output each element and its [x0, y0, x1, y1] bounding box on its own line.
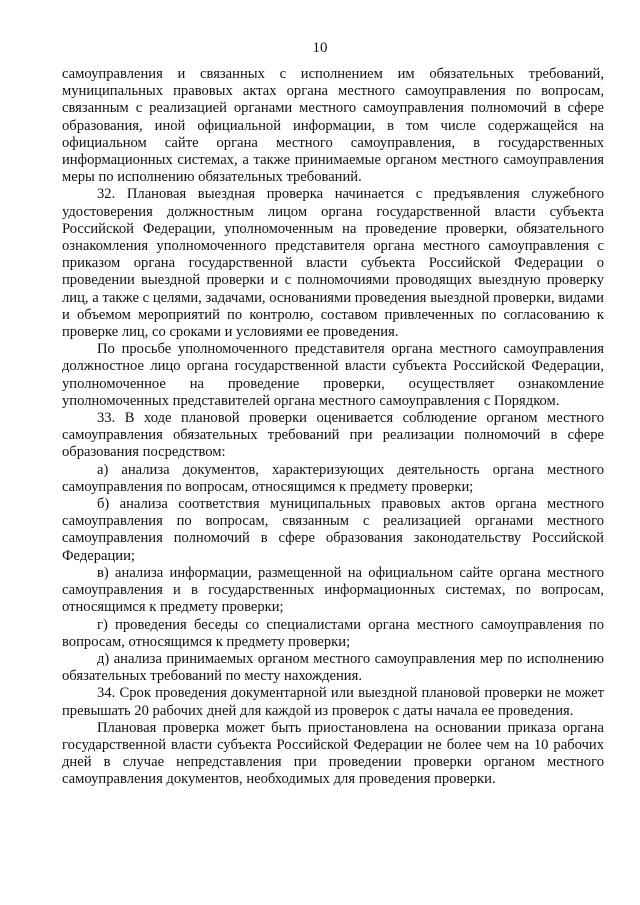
paragraph-34: 34. Срок проведения документарной или выездной плановой проверки не может превышать 20 рабочих дней для каждой из проверок с даты начала ее проведения. [62, 685, 604, 719]
list-item-a: а) анализа документов, характеризующих деятельность органа местного самоуправления по вопросам, относящимся к предмету проверки; [62, 461, 604, 495]
paragraph-continuation: самоуправления и связанных с исполнением им обязательных требований, муниципальных правовых актах органа местного самоуправления по вопросам, связанным с реализацией органами местного самоуправления полномочий в сфере образования, иной официальной информации, в том числе содержащейся на официальном сайте органа местного самоуправления, в государственных информационных системах, а также принимаемые органом местного самоуправления меры по исполнению обязательных требований. [62, 66, 604, 186]
list-item-v: в) анализа информации, размещенной на официальном сайте органа местного самоуправления и в государственных информационных системах, по вопросам, относящимся к предмету проверки; [62, 564, 604, 616]
paragraph-suspension: Плановая проверка может быть приостановлена на основании приказа органа государственной власти субъекта Российской Федерации не более чем на 10 рабочих дней в случае непредставления при проведении проверки органом местного самоуправления документов, необходимых для проведения проверки. [62, 719, 604, 788]
list-item-b: б) анализа соответствия муниципальных правовых актов органа местного самоуправления по вопросам, связанным с реализацией органами местного самоуправления полномочий в сфере образования законодательству Российской Федерации; [62, 496, 604, 564]
body-text [62, 66, 604, 789]
list-item-d: д) анализа принимаемых органом местного самоуправления мер по исполнению обязательных требований по месту нахождения. [62, 650, 604, 685]
paragraph-request: По просьбе уполномоченного представителя органа местного самоуправления должностное лицо органа государственной власти субъекта Российской Федерации, уполномоченное на проведение проверки, осуществляет ознакомление уполномоченных представителей органа местного самоуправления с Порядком. [62, 341, 604, 409]
paragraph-33: 33. В ходе плановой проверки оценивается соблюдение органом местного самоуправления обязательных требований при реализации полномочий в сфере образования посредством: [62, 410, 604, 461]
page-number: 10 [312, 40, 328, 56]
list-item-g: г) проведения беседы со специалистами органа местного самоуправления по вопросам, относящимся к предмету проверки; [62, 616, 604, 650]
paragraph-32: 32. Плановая выездная проверка начинается с предъявления служебного удостоверения должностным лицом органа государственной власти субъекта Российской Федерации, уполномоченным на проведение проверки, обязательного ознакомления уполномоченного представителя органа местного самоуправления с приказом органа государственной власти субъекта Российской Федерации о проведении выездной проверки и с полномочиями проводящих выездную проверку лиц, а также с целями, задачами, основаниями проведения выездной проверки, видами и объемом мероприятий по контролю, составом привлеченных по согласованию к проверке лиц, со сроками и условиями ее проведения. [62, 186, 604, 341]
